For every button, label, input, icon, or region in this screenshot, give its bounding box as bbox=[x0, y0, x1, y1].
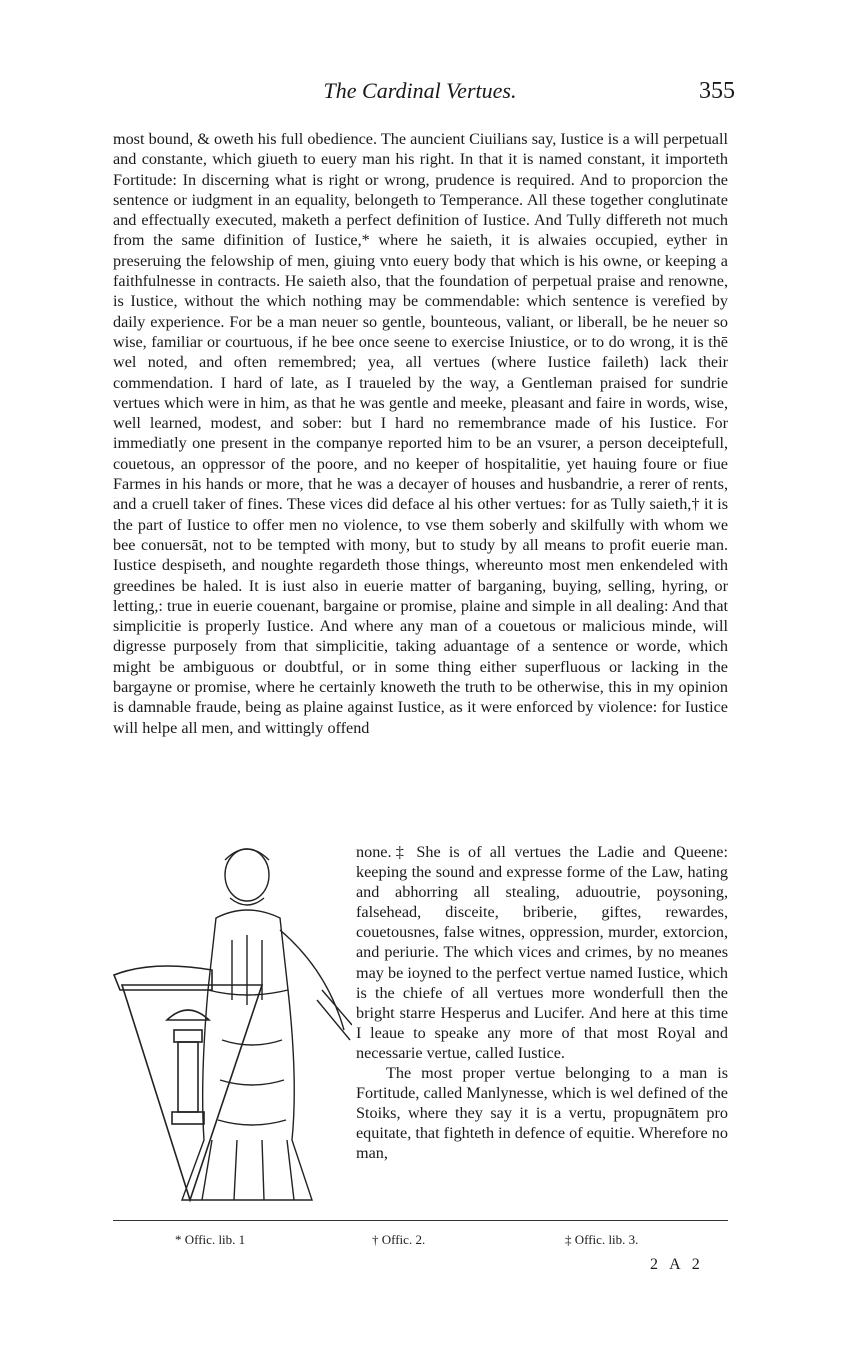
footnote-3: ‡ Offic. lib. 3. bbox=[565, 1232, 639, 1247]
side-paragraph bbox=[356, 842, 728, 1164]
signature-mark: 2 A 2 bbox=[650, 1256, 704, 1273]
footnote-2: † Offic. 2. bbox=[372, 1232, 426, 1247]
page-number: 355 bbox=[699, 78, 735, 104]
body-paragraph: most bound, & oweth his full obedience. The auncient Ciuilians say, Iustice is a will perpetuall and constante, which giueth to euery man his right. In that it is named constant, it importeth Fortitude: In discerning what is right or wrong, prudence is required. And to proporcion the sentence or iudgment in an equality, belongeth to Temperance. All these together conglutinate and effectually executed, maketh a perfect definition of Iustice. And Tully differeth not much from the same difinition of Iustice,* where he saieth, it is alwaies occupied, eyther in preseruing the felowship of men, giuing vnto euery body that which is his owne, or keeping a faithfulnesse in contracts. He saieth also, that the foundation of perpetual praise and renowne, is Iustice, without the which nothing may be commendable: which sentence is verefied by daily experience. For be a man neuer so gentle, bounteous, valiant, or liberall, be he neuer so wise, familiar or courtuous, if he bee once seene to exercise Iniustice, or to do wrong, it is thē wel noted, and often remembred; yea, all vertues (where Iustice faileth) lack their commendation. I hard of late, as I traueled by the way, a Gentleman praised for sundrie vertues which were in him, as that he was gentle and meeke, pleasant and faire in words, wise, well learned, modest, and sober: but I hard no remembrance made of his Iustice. For immediatly one present in the companye reported him to be an vsurer, a person deceiptefull, couetous, an oppressor of the poore, and no keeper of hospitalitie, yet hauing foure or fiue Farmes in his hands or more, that he was a decayer of houses and husbandrie, a rerer of rents, and a cruell taker of fines. These vices did deface al his other vertues: for as Tully saieth,† it is the part of Iustice to offer men no violence, to vse them soberly and skilfully with whom we bee conuersāt, not to be tempted with mony, but to study by all means to profit euerie man. Iustice despiseth, and noughte regardeth those things, whereunto most men enkendeled with greedines be haled. It is iust also in euerie matter of barganing, buying, selling, hyring, or letting,: true in euerie couenant, bargaine or promise, plaine and simple in all dealing: And that simplicitie is properly Iustice. And where any man of a couetous or malicious minde, will digresse purposely from that simplicitie, taking aduantage of a sentence or worde, which might be ambiguous or doubtful, or in some thing either superfluous or lacking in the bargayne or promise, where he certainly knoweth the truth to be otherwise, this in my opinion is damnable fraude, being as plaine against Iustice, as it were enforced by violence: for Iustice will helpe all men, and wittingly offend bbox=[113, 130, 728, 737]
page-title: The Cardinal Vertues. bbox=[323, 78, 517, 103]
footnote-rule bbox=[113, 1220, 728, 1221]
footnote-1: * Offic. lib. 1 bbox=[175, 1232, 246, 1247]
side-text-2: The most proper vertue belonging to a man is Fortitude, called Manlynesse, which is wel defined of the Stoiks, where they say it is a vertu, propugnātem pro equitate, that fighteth in defence of equitie. Wherefore no man, bbox=[356, 1064, 728, 1163]
woodcut-figure bbox=[112, 840, 352, 1212]
side-text: none.‡ She is of all vertues the Ladie and Queene: keeping the sound and expresse forme of the Law, hating and abhorring all stealing, aduoutrie, poysoning, falsehead, disceite, briberie, giftes, rewardes, couetousnes, false witnes, oppression, murder, extorcion, and periurie. The which vices and crimes, by no meanes may be ioyned to the perfect vertue named Iustice, which is the chiefe of all vertues more wonderfull then the bright starre Hesperus and Lucifer. And here at this time I leaue to speake any more of that most Royal and necessarie vertue, called Iustice. bbox=[356, 843, 728, 1062]
shield-with-column bbox=[114, 966, 262, 1200]
